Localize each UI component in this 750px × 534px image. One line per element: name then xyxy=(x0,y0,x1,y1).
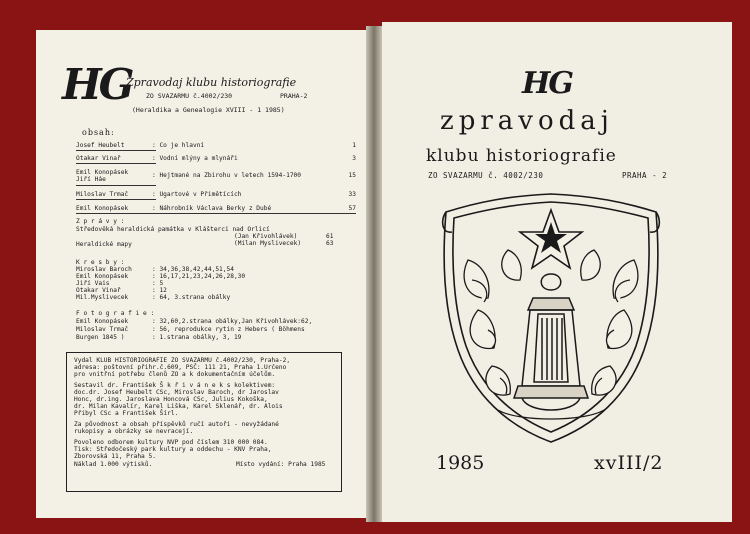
cover-title: zpravodaj xyxy=(440,106,614,136)
book-gutter xyxy=(366,26,382,522)
zpravy-page: 61 xyxy=(326,233,334,240)
zpravy-author: (Jan Křivohlávek) xyxy=(234,233,298,240)
header-line2-left: ZO SVAZARMU č.4002/230 xyxy=(146,92,233,100)
cover-year: 1985 xyxy=(436,452,485,474)
zpravy-heading: Z p r á v y : xyxy=(76,218,125,225)
header-line2-right: PRAHA-2 xyxy=(280,92,308,100)
hg-logo-left: HG xyxy=(62,60,132,109)
coat-of-arms-illustration xyxy=(438,190,664,446)
cover-subtitle: klubu historiografie xyxy=(426,146,617,166)
header-line3: (Heraldika a Genealogie XVIII - 1 1985) xyxy=(132,106,285,114)
left-page: HG Zpravodaj klubu historiografie ZO SVAZARMU č.4002/230 PRAHA-2 (Heraldika a Genealogie XVIII - 1 1985) obsah: Josef Heubelt : Co je hlavní 1 Otakar Vinař : Vodní mlýny a mlynáři 3 Emil Konopásek : Hejtmané na Zbirohu v letech 1594-1700 15 Jiří Háe Miloslav Trmač : Ugartové v Přimětících 33 Emil Konopásek : Náhrobník Václava Berky z Dubé 57 Z p r á v y : Středověká heraldická památka v Klášterci nad Orlicí (Jan Křivohlávek) 61 Heraldické mapy (Milan Myslivecek) 63 K r e s b y : Miroslav Baroch : 34,36,38,42,44,51,54 Emil Konopásek : 16,17,21,23,24,26,28,30 Jiří Vais : 5 Otakar Vinař : 12 Mil.Myslivecek : 64, 3.strana obálky F o t o g r a f i e : Emil Konopásek : 32,60,2.strana obálky,Jan Křivohlávek:62, Miloslav Trmač : 56, reprodukce rytin z Hebers ( Böhmens Burgen 1845 ) : 1.strana obálky, 3, 19 Vydal KLUB HISTORIOGRAFIE ZO SVAZARMU č.4002/230, Praha-2, adresa: poštovní přihr.č.609, PSČ: 111 21, Praha 1.Určeno pro vnitřní potřebu členů ZO a k dokumentačním účelům. Sestavil dr. František Š k ř i v á n e k s kolektivem: doc.dr. Josef Heubelt CSc, Miroslav Baroch, dr Jaroslav Honc, dr.ing. Jaroslava Honcová CSc, Julius Kokoška, dr. Milan Kavalír, Karel Liška, Karel Sklenář, dr. Alois Přibyl CSc a František Šírl. Za původnost a obsah příspěvků ručí autoři - nevyžádané rukopisy a obrázky se nevracejí. Povoleno odborem kultury NVP pod číslem 310 000 084. Tisk: Středočeský park kultury a oddechu - KNV Praha, Zborovská 11, Praha 5. Náklad 1.000 výtisků. Místo vydání: Praha 1985 xyxy=(36,30,366,518)
foto-heading: F o t o g r a f i e : xyxy=(76,310,155,317)
header-title: Zpravodaj klubu historiografie xyxy=(126,76,297,89)
toc-heading: obsah: xyxy=(82,128,115,137)
zpravy-item: Heraldické mapy xyxy=(76,241,132,248)
hg-logo-right: HG xyxy=(522,66,572,101)
right-page xyxy=(382,22,732,522)
zpravy-page: 63 xyxy=(326,240,334,247)
cover-issue: xvIII/2 xyxy=(594,452,664,474)
kresby-heading: K r e s b y : xyxy=(76,259,125,266)
zpravy-item: Středověká heraldická památka v Klášterci nad Orlicí xyxy=(76,226,270,233)
cover-line-right: PRAHA - 2 xyxy=(622,171,668,180)
zpravy-author: (Milan Myslivecek) xyxy=(234,240,302,247)
cover-line-left: ZO SVAZARMU č. 4002/230 xyxy=(428,171,544,180)
